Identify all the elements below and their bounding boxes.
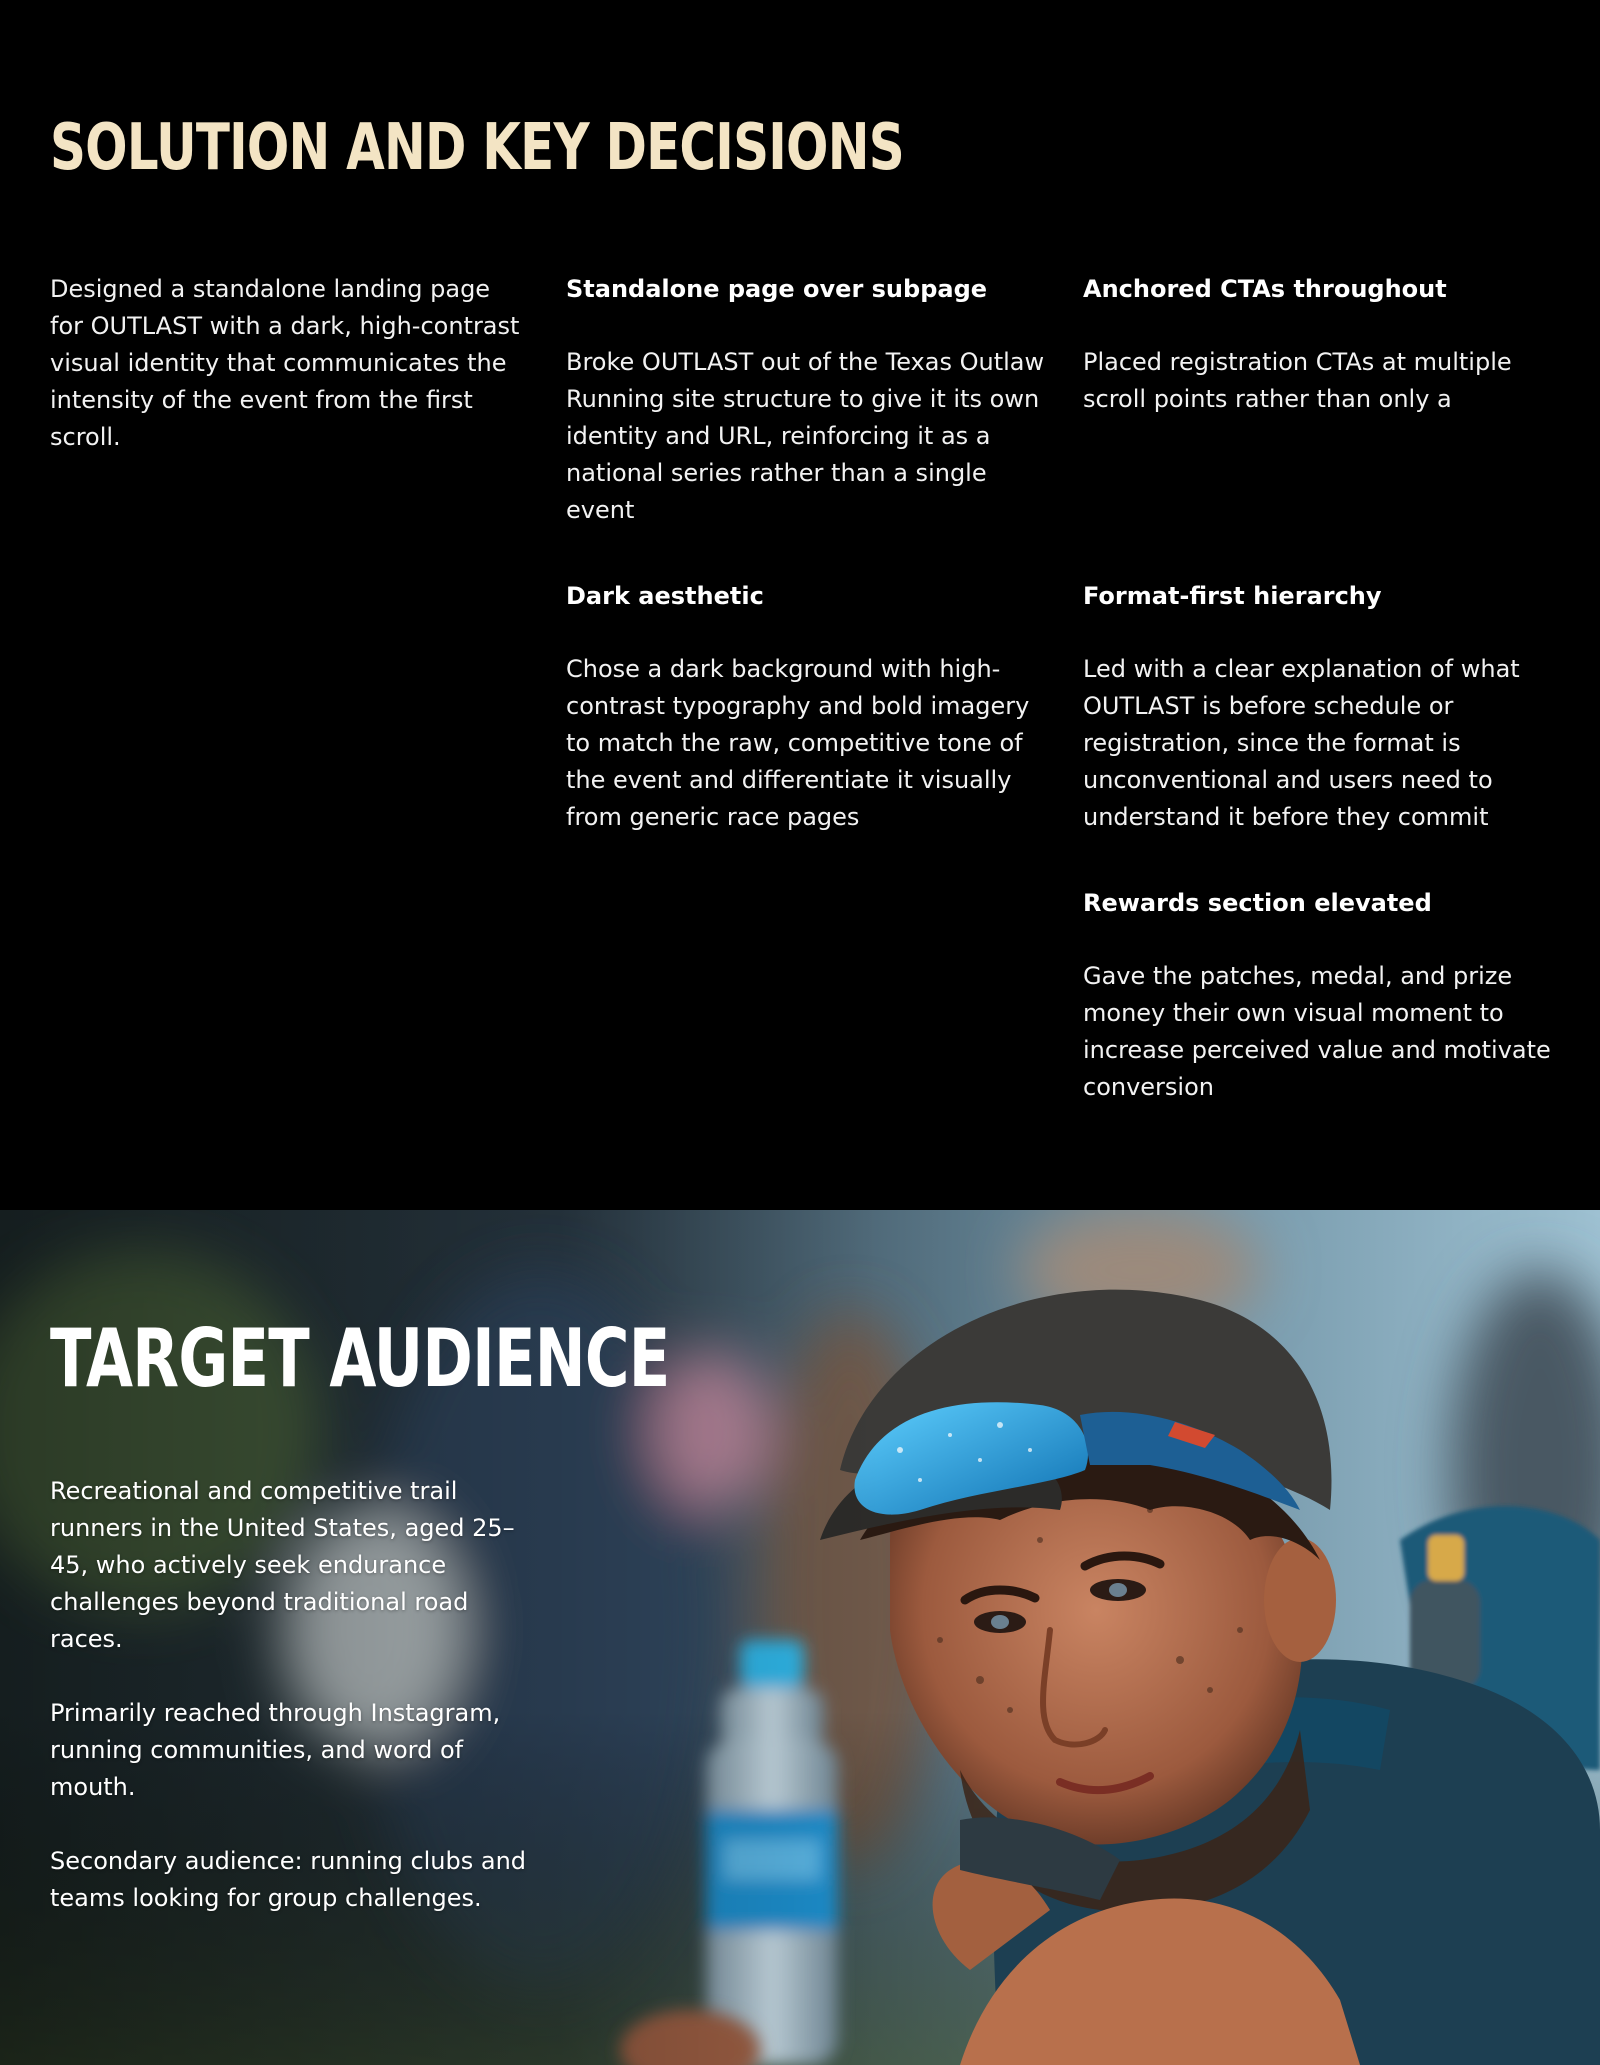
- decision-heading: Dark aesthetic: [566, 582, 764, 610]
- target-audience-section: [0, 1210, 1600, 2065]
- decision-body: Placed registration CTAs at multiple scroll points rather than only a: [1083, 348, 1512, 413]
- decision-heading: Rewards section elevated: [1083, 889, 1432, 917]
- decision-anchored-ctas: [1083, 271, 1563, 418]
- decision-body: Chose a dark background with high-contrast typography and bold imagery to match the raw, competitive tone of the event and differentiate it visually from generic race pages: [566, 655, 1030, 831]
- solution-intro: Designed a standalone landing page for OUTLAST with a dark, high-contrast visual identity that communicates the intensity of the event from the first scroll.: [50, 275, 520, 451]
- decision-dark-aesthetic: [566, 578, 1046, 836]
- decision-heading: Anchored CTAs throughout: [1083, 275, 1447, 303]
- decision-body: Broke OUTLAST out of the Texas Outlaw Running site structure to give it its own identity and URL, reinforcing it as a national series rather than a single event: [566, 348, 1045, 524]
- solution-title: SOLUTION AND KEY DECISIONS: [50, 111, 904, 185]
- decision-heading: Format-first hierarchy: [1083, 582, 1382, 610]
- decision-heading: Standalone page over subpage: [566, 275, 988, 303]
- decision-body: Gave the patches, medal, and prize money their own visual moment to increase perceived value and motivate conversion: [1083, 962, 1551, 1101]
- decision-format-first: [1083, 578, 1563, 836]
- decision-rewards-elevated: [1083, 885, 1563, 1106]
- decision-standalone-page: [566, 271, 1046, 529]
- decision-body: Led with a clear explanation of what OUTLAST is before schedule or registration, since the format is unconventional and users need to understand it before they commit: [1083, 655, 1520, 831]
- audience-paragraph: Primarily reached through Instagram, running communities, and word of mouth.: [50, 1699, 501, 1801]
- audience-title: TARGET AUDIENCE: [50, 1312, 670, 1405]
- audience-paragraph: Recreational and competitive trail runners in the United States, aged 25–45, who actively seek endurance challenges beyond traditional road races.: [50, 1477, 515, 1653]
- audience-text: [50, 1473, 530, 1954]
- audience-paragraph: Secondary audience: running clubs and teams looking for group challenges.: [50, 1847, 527, 1912]
